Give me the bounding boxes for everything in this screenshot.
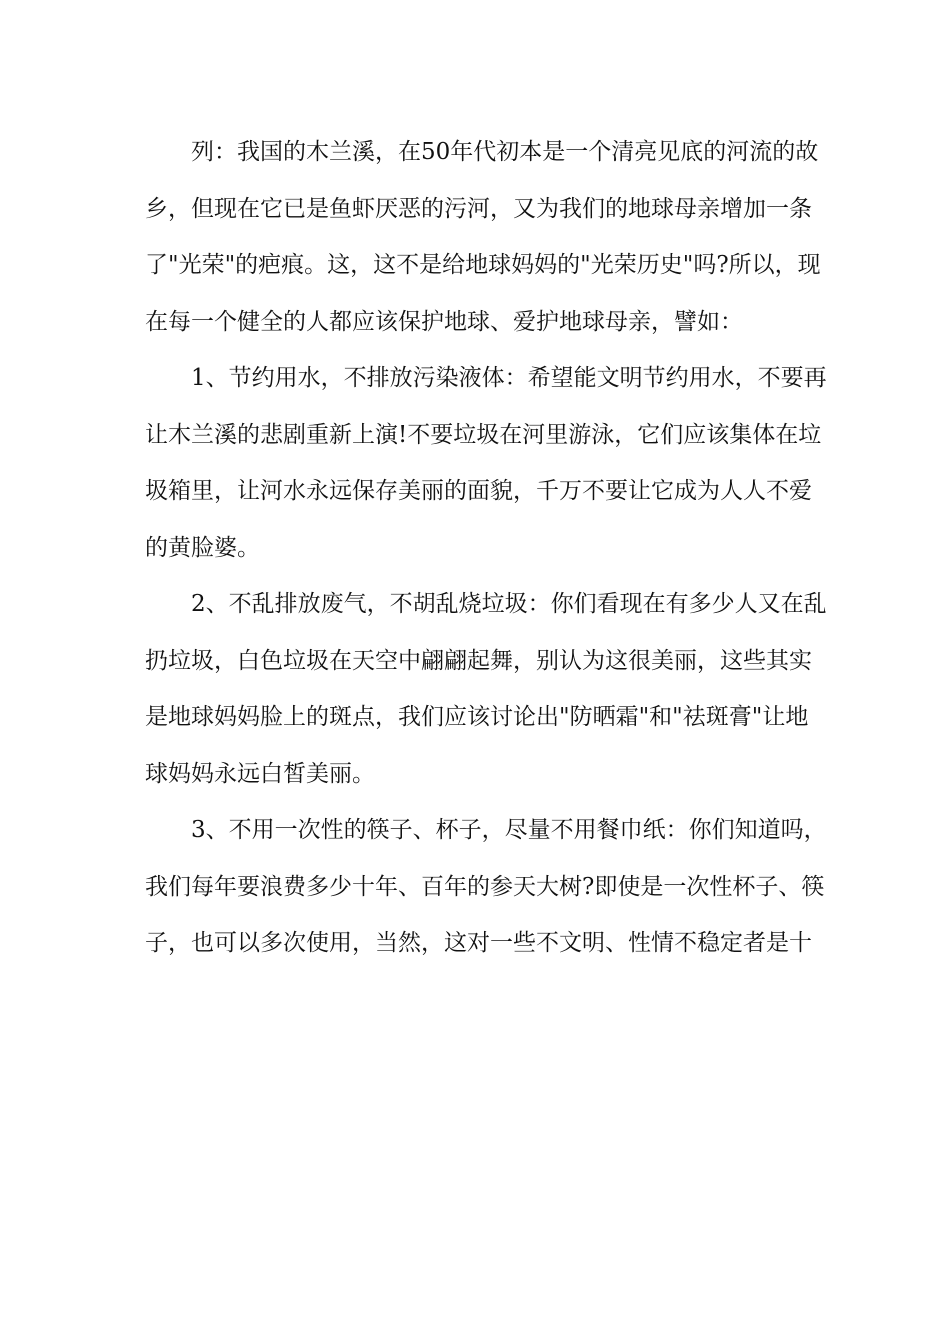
paragraph-line: 扔垃圾，白色垃圾在天空中翩翩起舞，别认为这很美丽，这些其实	[145, 647, 812, 674]
paragraph-line: 我们每年要浪费多少十年、百年的参天大树?即使是一次性杯子、筷	[145, 873, 825, 900]
paragraph-line: 让木兰溪的悲剧重新上演!不要垃圾在河里游泳，它们应该集体在垃	[145, 421, 822, 448]
paragraph-line: 3、不用一次性的筷子、杯子，尽量不用餐巾纸：你们知道吗，	[191, 817, 827, 843]
paragraph-line: 列：我国的木兰溪，在50年代初本是一个清亮见底的河流的故	[191, 139, 819, 165]
paragraph-line: 了"光荣"的疤痕。这，这不是给地球妈妈的"光荣历史"吗?所以，现	[145, 252, 821, 278]
paragraph-line: 圾箱里，让河水永远保存美丽的面貌，千万不要让它成为人人不爱	[145, 478, 812, 504]
paragraph-line: 在每一个健全的人都应该保护地球、爱护地球母亲，譬如：	[145, 308, 743, 335]
document-body	[145, 130, 827, 978]
paragraph-line: 是地球妈妈脸上的斑点，我们应该讨论出"防晒霜"和"祛斑膏"让地	[145, 704, 809, 730]
paragraph-line: 子，也可以多次使用，当然，这对一些不文明、性情不稳定者是十	[145, 930, 812, 956]
paragraph-line: 的黄脸婆。	[145, 534, 260, 561]
paragraph-line: 1、节约用水，不排放污染液体：希望能文明节约用水，不要再	[191, 365, 827, 391]
paragraph-line: 球妈妈永远白皙美丽。	[145, 760, 375, 787]
paragraph-line: 2、不乱排放废气，不胡乱烧垃圾：你们看现在有多少人又在乱	[191, 591, 827, 617]
paragraph-line: 乡，但现在它已是鱼虾厌恶的污河，又为我们的地球母亲增加一条	[145, 195, 812, 222]
